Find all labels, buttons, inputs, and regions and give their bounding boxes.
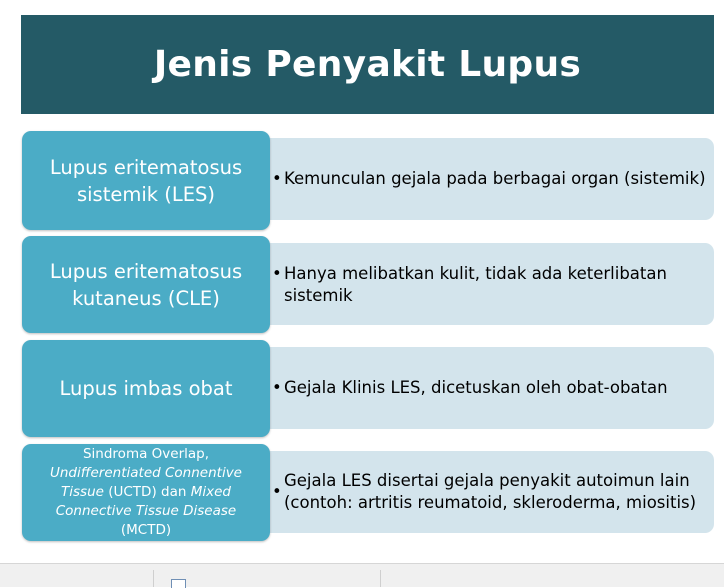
bullet-marker: • (272, 264, 282, 283)
lupus-type-label (22, 444, 270, 541)
lupus-type-row (22, 444, 714, 541)
label-line: (UCTD) dan (108, 484, 187, 500)
document-icon[interactable] (171, 579, 186, 588)
label-italic-text: Mixed Connective Tissue Disease (55, 484, 237, 519)
bullet-marker: • (272, 169, 282, 188)
divider (153, 570, 154, 587)
label-line: Lupus imbas obat (59, 377, 233, 400)
lupus-type-label (22, 340, 270, 437)
label-line: kutaneus (CLE) (72, 286, 220, 310)
lupus-type-row (22, 236, 714, 333)
divider (380, 570, 381, 587)
label-line: Sindroma Overlap, (82, 446, 210, 462)
lupus-type-description-panel (260, 451, 714, 533)
bullet-marker: • (272, 378, 282, 397)
label-line: sistemik (LES) (76, 182, 216, 206)
lupus-type-description: Gejala LES disertai gejala penyakit autoimun lain (contoh: artritis reumatoid, skleroderma, miositis) (284, 471, 697, 512)
lupus-type-description-panel (260, 347, 714, 429)
label-line: Lupus eritematosus (49, 155, 243, 179)
lupus-type-description-panel (260, 243, 714, 325)
label-line: (MCTD) (120, 522, 172, 538)
label-italic-text: Undifferentiated Connentive Tissue (50, 465, 242, 500)
status-bar (0, 563, 724, 587)
lupus-type-row (22, 340, 714, 437)
lupus-type-label (22, 131, 270, 230)
title-banner (21, 15, 714, 114)
label-line: Lupus eritematosus (49, 259, 243, 283)
lupus-type-description: Hanya melibatkan kulit, tidak ada keterlibatan sistemik (284, 264, 667, 305)
lupus-type-label (22, 236, 270, 333)
slide-title: Jenis Penyakit Lupus (153, 44, 582, 85)
lupus-type-row (22, 131, 714, 230)
bullet-marker: • (272, 482, 282, 501)
lupus-type-description-panel (260, 138, 714, 220)
lupus-type-description: Gejala Klinis LES, dicetuskan oleh obat-obatan (284, 378, 668, 397)
lupus-type-description: Kemunculan gejala pada berbagai organ (sistemik) (284, 169, 706, 188)
